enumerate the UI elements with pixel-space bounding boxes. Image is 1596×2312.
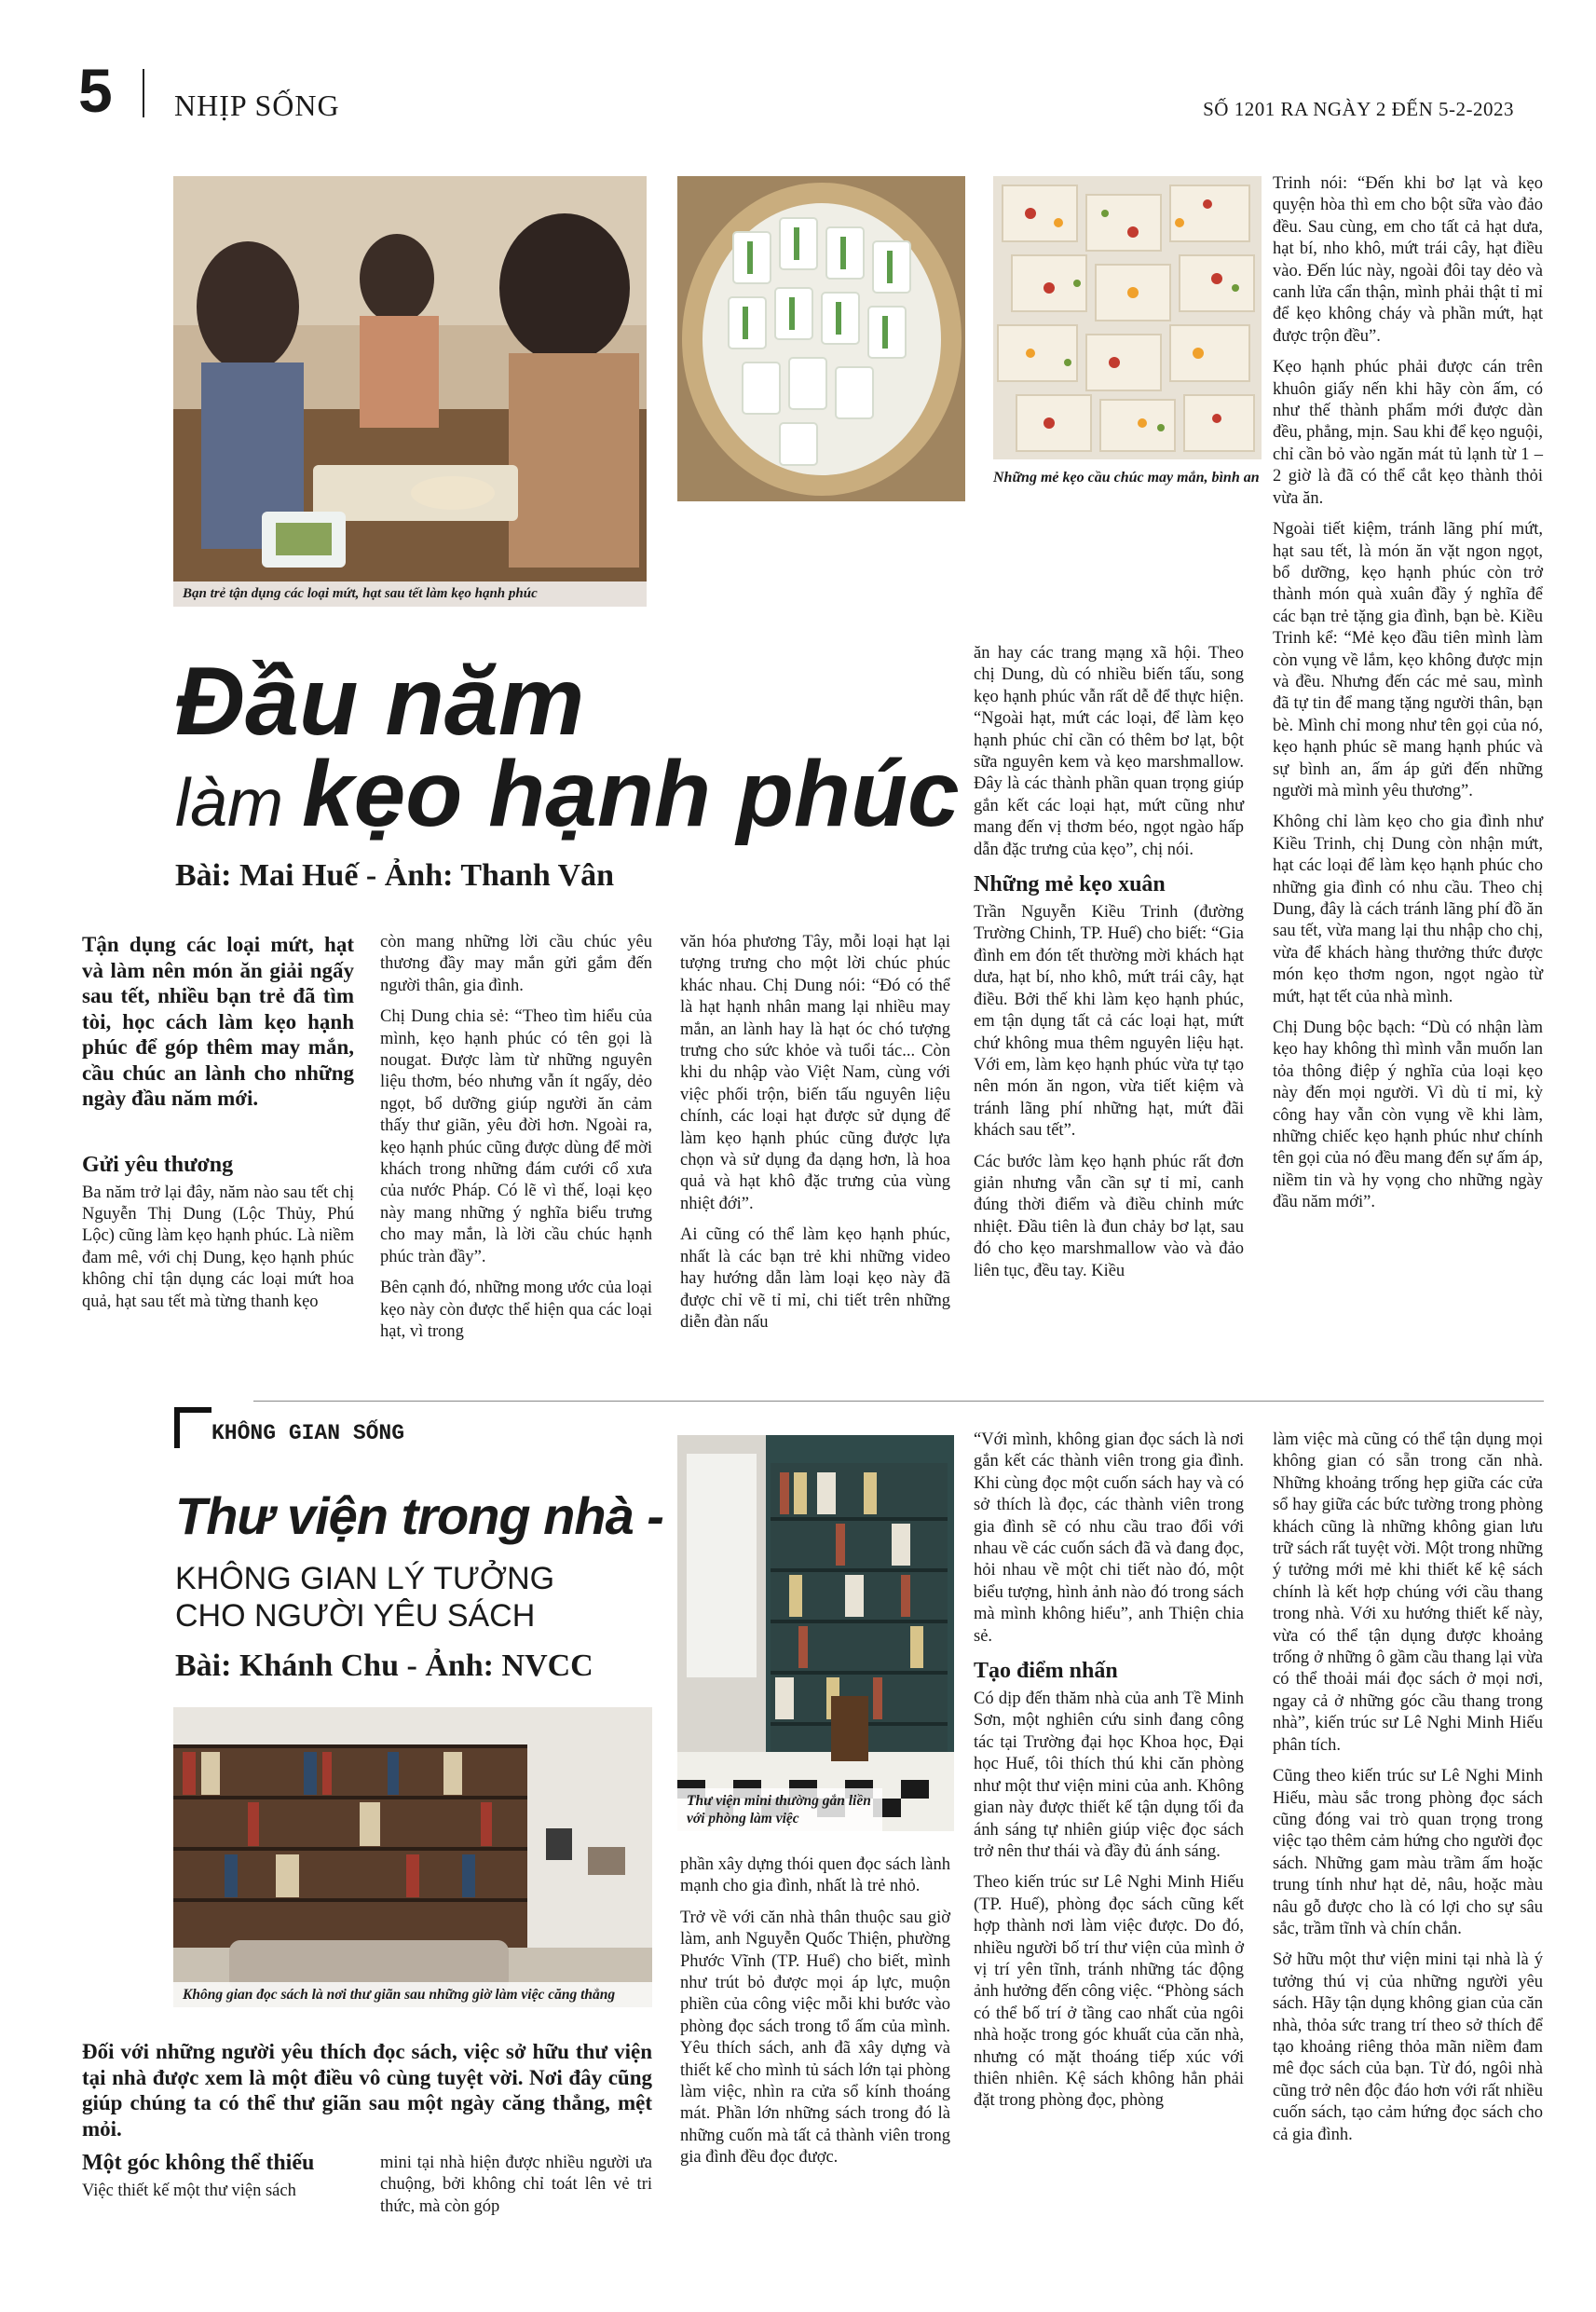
paragraph: phần xây dựng thói quen đọc sách lành mạnh cho gia đình, nhất là trẻ nhỏ. [680, 1855, 950, 1896]
paragraph: Theo kiến trúc sư Lê Nghi Minh Hiếu (TP. Huế), phòng đọc sách cũng kết hợp thành nơi làm việc được. Do đó, nhiều người bố trí thư viện của mình ở vị trí yên tĩnh, tránh những tác động ảnh hưởng đến công việc. “Phòng sách có thể bố trí ở tầng cao nhất của ngôi nhà hoặc trong góc khuất của căn nhà, nhưng có mặt thoáng tiếp xúc với thiên nhiên. Kệ sách không hẳn phải đặt trong phòng đọc, phòng [974, 1873, 1244, 2111]
photo-mini-library [677, 1435, 954, 1831]
issue-info: SỐ 1201 RA NGÀY 2 ĐẾN 5-2-2023 [1203, 98, 1514, 120]
lead-paragraph: Tận dụng các loại mứt, hạt và làm nên món ăn giải ngấy sau tết, nhiều bạn trẻ đã tìm tòi, học cách làm kẹo hạnh phúc để góp thêm may mắn, cầu chúc an lành cho những ngày đầu năm mới. [82, 933, 354, 1110]
article2-col1 [82, 2149, 354, 2211]
article-title [175, 650, 976, 852]
page-number: 5 [78, 56, 113, 125]
body-text [82, 1183, 354, 1313]
photo-caption: Bạn trẻ tận dụng các loại mứt, hạt sau tết làm kẹo hạnh phúc [173, 581, 647, 607]
paragraph: Trần Nguyễn Kiều Trinh (đường Trường Chinh, TP. Huế) cho biết: “Gia đình em đón tết thường mời khách hạt dưa, hạt bí, nho khô, mứt trái cây, hạt điều. Bởi thế khi làm kẹo hạnh phúc, em tận dụng tất cả các loại hạt, mứt chứ không mua thêm nguyên liệu hạt. Với em, làm kẹo hạnh phúc vừa tự tạo nên món ăn ngon, vừa tiết kiệm và tránh lãng phí những hạt, mứt đãi khách sau tết”. [974, 903, 1244, 1141]
page-header [0, 0, 1596, 140]
article-title-line1: Đầu năm [175, 648, 585, 756]
paragraph: làm việc mà cũng có thể tận dụng mọi không gian có sẵn trong căn nhà. Những khoảng trống hẹp giữa các cửa sổ hay giữa các bức tường trong phòng khách cũng là những không gian lưu trữ sách rất tuyệt vời. Một trong những ý tưởng mới mẻ khi thiết kế kệ sách chính là kết hợp chúng với cầu thang trong nhà. Với xu hướng thiết kế này, vừa có thể tận dụng được khoảng trống ở những ô gầm cầu thang lại vừa có thể thoải mái đọc sách ở mọi nơi, ngay cả ở những góc cầu thang trong nhà”, kiến trúc sư Lê Nghi Minh Hiếu phân tích. [1273, 1430, 1543, 1755]
photo-living-room-library [173, 1707, 652, 2007]
paragraph: ăn hay các trang mạng xã hội. Theo chị Dung, dù có nhiều biến tấu, song kẹo hạnh phúc vẫn rất dễ để thực hiện. “Ngoài hạt, mứt các loại, để làm kẹo hạnh phúc chỉ cần có thêm bơ lạt, bột sữa nguyên kem và kẹo marshmallow. Đây là các thành phần quan trọng giúp gắn kết các loại hạt, mứt cũng như mang đến vị thơm béo, ngọt ngào hấp dẫn đặc trưng của kẹo”, chị nói. [974, 644, 1244, 859]
paragraph: Trở về với căn nhà thân thuộc sau giờ làm, anh Nguyễn Quốc Thiện, phường Phước Vĩnh (TP. Huế) cho biết, mình như trút bỏ được mọi áp lực, muộn phiền của công việc mỗi khi bước vào phòng đọc sách trong tổ ấm của mình. Yêu thích sách, anh đã xây dựng và thiết kế cho mình tủ sách lớn tại phòng làm việc, nhìn ra cửa sổ kính thoáng mát. Phần lớn những sách trong đó là những cuốn mà tất cả thành viên trong gia đình đều đọc được. [680, 1908, 950, 2168]
article2-subtitle [175, 1560, 554, 1635]
section-name: NHỊP SỐNG [174, 89, 340, 122]
article2-col3 [680, 1854, 950, 2179]
paragraph: Chị Dung chia sẻ: “Theo tìm hiểu của mình, kẹo hạnh phúc có tên gọi là nougat. Được làm từ những nguyên liệu thơm, béo nhưng vẫn ít ngấy, dẻo ngọt, bổ dưỡng giúp người ăn cảm thấy thư giãn, yêu đời hơn. Ngoài ra, kẹo hạnh phúc cũng được dùng để mời khách trong những đám cưới cổ xưa của nước Pháp. Có lẽ vì thế, loại kẹo này mang những ý nghĩa biểu trưng cho may mắn, là lời cầu chúc hạnh phúc tràn đầy”. [380, 1007, 652, 1266]
section-label-text: KHÔNG GIAN SỐNG [211, 1421, 405, 1445]
photo-wrapped-candies [677, 176, 965, 501]
section-divider [253, 1401, 1544, 1402]
article2-col5 [1273, 1430, 1543, 2155]
subheading: Tạo điểm nhấn [974, 1659, 1118, 1684]
text-line: CHO NGƯỜI YÊU SÁCH [175, 1598, 536, 1634]
article1-col3 [680, 932, 950, 1343]
paragraph: Sở hữu một thư viện mini tại nhà là ý tưởng thú vị của những người yêu sách. Hãy tận dụng không gian của căn nhà, thỏa sức trang trí theo sở thích để tạo khoảng riêng thỏa mãn niềm đam mê đọc sách của bạn. Từ đó, ngôi nhà cũng trở nên độc đáo hơn với rất nhiều cuốn sách, tạo cảm hứng đọc sách cho cả gia đình. [1273, 1950, 1543, 2144]
paragraph: văn hóa phương Tây, mỗi loại hạt lại tượng trưng cho một lời chúc phúc khác nhau. Chị Dung nói: “Đó có thể là hạt hạnh nhân mang lại nhiều may mắn, an lành hay là hạt óc chó tượng trưng cho sức khỏe và tuổi tác... Còn khi du nhập vào Việt Nam, cùng với việc phối trộn, biến tấu nguyên liệu chính, các loại hạt được sử dụng để làm kẹo hạnh phúc cũng được lựa chọn và sử dụng đa dạng hơn, là hoa quả và hạt khô đặc trưng của vùng nhiệt đới”. [680, 933, 950, 1213]
paragraph: “Với mình, không gian đọc sách là nơi gắn kết các thành viên trong gia đình. Khi cùng đọc một cuốn sách hay và có sở thích là đọc, các thành viên trong gia đình sẽ có nhu cầu trao đổi với nhau về các cuốn sách đã và đang đọc, hỏi nhau về một chi tiết nào đó, một biểu tượng, hình ảnh nào đó trong sách mà mình không hiểu”, anh Thiện chia sẻ. [974, 1430, 1244, 1646]
paragraph: Có dịp đến thăm nhà của anh Tề Minh Sơn, một nghiên cứu sinh đang công tác tại Trường đại học Khoa học, Đại học Huế, tôi thích thú khi căn phòng như một thư viện mini của anh. Không gian này được thiết kế tận dụng tối đa ánh sáng tự nhiên giúp việc đọc sách trở nên thư thái và đầy đủ ánh sáng. [974, 1690, 1244, 1861]
article-title-light: làm [175, 766, 303, 841]
photo-caption: Không gian đọc sách là nơi thư giãn sau những giờ làm việc căng thẳng [173, 1982, 652, 2007]
photo-candy-making [173, 176, 647, 607]
paragraph: Trinh nói: “Đến khi bơ lạt và kẹo quyện hòa thì em cho bột sữa vào đảo đều. Sau cùng, em cho tất cả hạt dưa, hạt bí, nho khô, mứt trái cây, hạt điều vào. Đến lúc này, ngoài đôi tay dẻo và canh lửa cẩn thận, mình phải thật tỉ mỉ để kẹo không cháy và phần mứt, hạt được trộn đều”. [1273, 174, 1543, 346]
paragraph: còn mang những lời cầu chúc yêu thương đầy may mắn gửi gắm đến người thân, gia đình. [380, 933, 652, 995]
section-label-bracket [174, 1407, 211, 1448]
paragraph: Việc thiết kế một thư viện sách [82, 2182, 296, 2200]
article2-col2 [380, 2153, 652, 2227]
paragraph: Các bước làm kẹo hạnh phúc rất đơn giản nhưng vẫn cần sự tỉ mỉ, canh đúng thời điểm và điều chỉnh mức nhiệt. Đầu tiên là đun chảy bơ lạt, sau đó cho kẹo marshmallow vào và đảo liên tục, đều tay. Kiều [974, 1152, 1244, 1280]
article2-title: Thư viện trong nhà - [175, 1486, 663, 1545]
photo-caption: Thư viện mini thường gắn liền với phòng làm việc [677, 1788, 882, 1831]
text-line: KHÔNG GIAN LÝ TƯỞNG [175, 1561, 555, 1596]
paragraph: mini tại nhà hiện được nhiều người ưa chuộng, bởi không chỉ toát lên vẻ tri thức, mà còn góp [380, 2154, 652, 2216]
photo-nougat-pieces [993, 176, 1262, 459]
subheading: Gửi yêu thương [82, 1152, 234, 1177]
article1-col2 [380, 932, 652, 1352]
paragraph: Chị Dung bộc bạch: “Dù có nhận làm kẹo hay không thì mình vẫn muốn lan tỏa thông điệp ý nghĩa của loại kẹo này đến mọi người. Vì dù tỉ mỉ, kỳ công hay vẫn còn vụng về khi làm, những chiếc kẹo hạnh phúc như chính tên gọi của nó đều mang đến sự ấm áp, niềm tin và hy vọng cho những ngày đầu năm mới”. [1273, 1019, 1543, 1212]
article-title-line2 [175, 742, 976, 852]
paragraph: Bên cạnh đó, những mong ước của loại kẹo này còn được thể hiện qua các loại hạt, vì trong [380, 1279, 652, 1341]
byline: Bài: Mai Huế - Ảnh: Thanh Vân [175, 858, 615, 893]
article1-col1 [82, 932, 354, 1322]
subheading: Một góc không thể thiếu [82, 2151, 315, 2175]
paragraph: Ba năm trở lại đây, năm nào sau tết chị Nguyễn Thị Dung (Lộc Thủy, Phú Lộc) cũng làm kẹo hạnh phúc. Là niềm đam mê, với chị Dung, kẹo hạnh phúc không chỉ tận dụng các loại mứt hoa quả, hạt sau tết mà từng thanh kẹo [82, 1183, 354, 1311]
header-divider [143, 69, 144, 117]
paragraph: Cũng theo kiến trúc sư Lê Nghi Minh Hiếu, màu sắc trong phòng đọc sách cũng đóng vai trò quan trọng trong việc tạo thêm cảm hứng cho người đọc sách. Những gam màu trầm ấm hoặc trung tính như hạt dẻ, nâu, hoặc màu nâu gỗ được cho là có lợi cho sự sâu sắc, trầm tĩnh và chín chắn. [1273, 1767, 1543, 1938]
article1-col5 [1273, 173, 1543, 1224]
lead-paragraph: Đối với những người yêu thích đọc sách, việc sở hữu thư viện tại nhà được xem là một điều vô cùng tuyệt vời. Nơi đây cũng giúp chúng ta có thể thư giãn sau một ngày căng thẳng, mệt mỏi. [82, 2040, 652, 2141]
paragraph: Ngoài tiết kiệm, tránh lãng phí mứt, hạt sau tết, là món ăn vặt ngon ngọt, bổ dưỡng, kẹo hạnh phúc còn trở thành món quà xuân đầy ý nghĩa để các bạn trẻ tặng gia đình, bạn bè. Kiều Trinh kể: “Mẻ kẹo đầu tiên mình làm còn vụng về lắm, kẹo không được mịn và đều. Nhưng đến các mẻ sau, mình đã tự tin để mang tặng người thân, bạn bè. Mình chỉ mong như tên gọi của nó, kẹo hạnh phúc sẽ mang hạnh phúc và sự bình an, ấm áp gửi đến những người mà mình yêu thương”. [1273, 520, 1543, 800]
paragraph: Kẹo hạnh phúc phải được cán trên khuôn giấy nến khi hãy còn ấm, có như thế thành phẩm mới được dàn đều, phẳng, mịn. Sau khi để kẹo nguội, chỉ cần bỏ vào ngăn mát tủ lạnh từ 1 – 2 giờ là đã có thể cắt kẹo thành thỏi vừa ăn. [1273, 358, 1543, 508]
photo-caption: Những mẻ kẹo cầu chúc may mắn, bình an [993, 470, 1260, 486]
byline: Bài: Khánh Chu - Ảnh: NVCC [175, 1648, 593, 1683]
article2-col4 [974, 1430, 1244, 2122]
article-title-bold: kẹo hạnh phúc [302, 742, 960, 846]
paragraph: Không chỉ làm kẹo cho gia đình như Kiều Trinh, chị Dung còn nhận mứt, hạt các loại để làm kẹo hạnh phúc cho những gia đình có nhu cầu. Theo chị Dung, đây là cách tránh lãng phí đồ ăn sau tết, vừa mang lại thu nhập cho chị, vừa để khách hàng thưởng thức được món kẹo thơm ngon, ngọt ngào từ mứt, hạt tết của nhà mình. [1273, 813, 1543, 1006]
paragraph: Ai cũng có thể làm kẹo hạnh phúc, nhất là các bạn trẻ khi những video hay hướng dẫn làm loại kẹo này đã được chỉ vẽ tỉ mỉ, chi tiết trên những diễn đàn nấu [680, 1225, 950, 1332]
subheading: Những mẻ kẹo xuân [974, 872, 1166, 897]
article1-col4 [974, 643, 1244, 1292]
